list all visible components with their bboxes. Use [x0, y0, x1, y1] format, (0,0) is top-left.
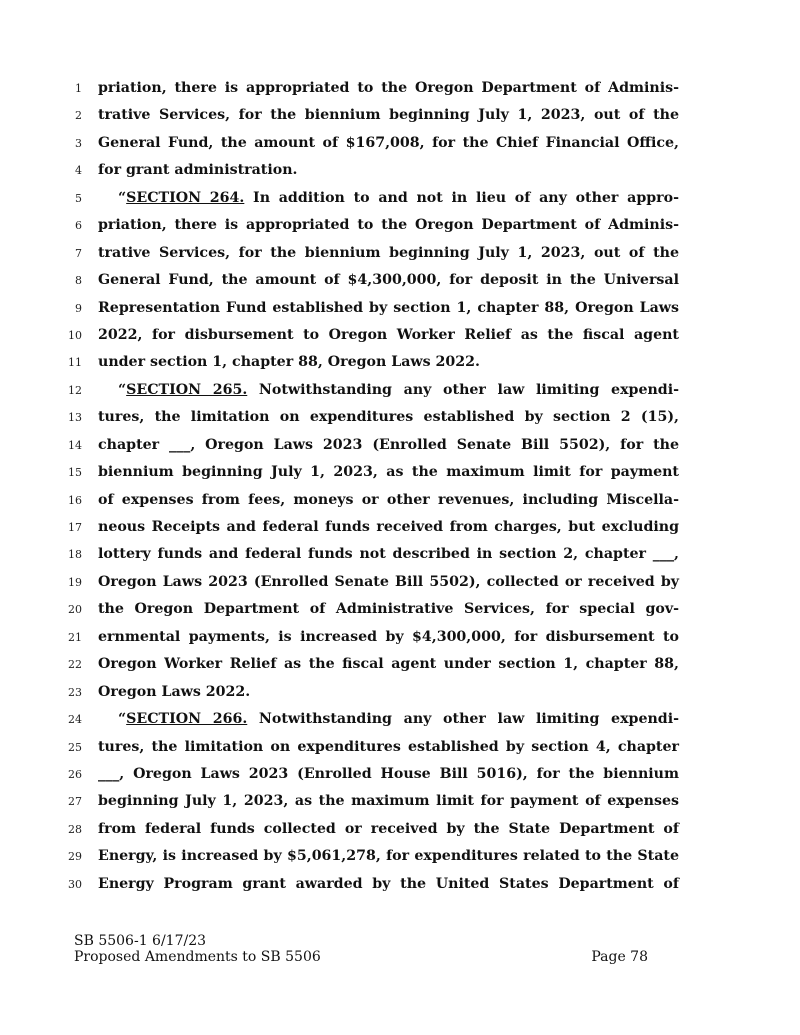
line-number: 15	[68, 466, 82, 480]
line-text	[98, 788, 679, 815]
document-line	[0, 322, 800, 349]
open-quote: “	[118, 711, 127, 728]
line-body: trative Services, for the biennium beginning July 1, 2023, out of the	[98, 244, 679, 261]
line-body: Notwithstanding any other law limiting expendi-	[247, 711, 679, 728]
line-number: 6	[75, 219, 82, 233]
line-text	[98, 459, 679, 486]
line-number: 1	[75, 82, 82, 95]
line-body: Oregon Worker Relief as the fiscal agent under section 1, chapter 88,	[98, 656, 679, 673]
line-text	[98, 295, 679, 322]
document-line	[0, 487, 800, 514]
line-text	[98, 569, 679, 596]
line-text	[118, 706, 679, 733]
line-number: 4	[75, 164, 82, 178]
line-number: 27	[68, 795, 82, 809]
document-line	[0, 404, 800, 431]
document-line	[0, 788, 800, 815]
line-number: 3	[75, 136, 82, 150]
line-body: under section 1, chapter 88, Oregon Laws 2022.	[98, 354, 480, 371]
line-text	[98, 322, 679, 349]
document-line	[0, 871, 800, 898]
line-body: beginning July 1, 2023, as the maximum limit for payment of expenses	[98, 793, 679, 810]
open-quote: “	[118, 381, 127, 398]
line-body: lottery funds and federal funds not described in section 2, chapter ___,	[98, 546, 679, 563]
document-line	[0, 514, 800, 541]
document-line	[0, 734, 800, 761]
line-text	[98, 624, 679, 651]
document-line	[0, 624, 800, 651]
document-line	[0, 843, 800, 870]
document-line	[0, 102, 800, 129]
line-number: 28	[68, 822, 82, 836]
line-text	[98, 75, 679, 102]
footer-row-title	[74, 949, 654, 965]
line-body: ___, Oregon Laws 2023 (Enrolled House Bill 5016), for the biennium	[98, 765, 679, 782]
line-text	[98, 761, 679, 788]
line-body: 2022, for disbursement to Oregon Worker Relief as the fiscal agent	[98, 326, 679, 343]
line-text	[98, 871, 679, 898]
open-quote: “	[118, 189, 127, 206]
document-line	[0, 706, 800, 733]
line-number: 5	[75, 191, 82, 205]
line-text	[98, 596, 679, 623]
line-body: tures, the limitation on expenditures established by section 4, chapter	[98, 738, 679, 755]
document-line	[0, 377, 800, 404]
document-line	[0, 267, 800, 294]
line-body: from federal funds collected or received by the State Department of	[98, 820, 679, 837]
document-body	[0, 75, 800, 898]
line-body: Energy Program grant awarded by the United States Department of	[98, 875, 679, 892]
document-line	[0, 596, 800, 623]
line-number: 19	[68, 575, 82, 589]
page-footer	[74, 933, 654, 965]
line-body: Oregon Laws 2022.	[98, 683, 251, 700]
line-number: 9	[75, 301, 82, 315]
line-body: for grant administration.	[98, 162, 298, 179]
line-text	[98, 267, 679, 294]
document-line	[0, 761, 800, 788]
line-body: ernmental payments, is increased by $4,300,000, for disbursement to	[98, 628, 679, 645]
document-line	[0, 459, 800, 486]
line-number: 18	[68, 548, 82, 562]
line-number: 25	[68, 740, 82, 754]
line-number: 7	[75, 246, 82, 260]
document-line	[0, 185, 800, 212]
document-line	[0, 816, 800, 843]
line-number: 30	[68, 877, 82, 891]
line-number: 8	[75, 274, 82, 288]
line-number: 14	[68, 438, 82, 452]
line-body: priation, there is appropriated to the Oregon Department of Adminis-	[98, 217, 679, 234]
line-number: 29	[68, 850, 82, 864]
line-number: 26	[68, 767, 82, 781]
document-line	[0, 130, 800, 157]
line-text	[118, 377, 679, 404]
line-number: 11	[68, 356, 82, 370]
line-body: Notwithstanding any other law limiting expendi-	[247, 381, 679, 398]
document-line	[0, 679, 800, 706]
line-number: 21	[68, 630, 82, 644]
line-text	[98, 130, 679, 157]
line-text	[98, 240, 679, 267]
line-body: tures, the limitation on expenditures established by section 2 (15),	[98, 409, 679, 426]
document-line	[0, 651, 800, 678]
document-line	[0, 349, 800, 376]
document-line	[0, 541, 800, 568]
line-number: 12	[68, 383, 82, 397]
line-number: 17	[68, 521, 82, 534]
line-text	[98, 734, 679, 761]
line-number: 16	[68, 493, 82, 507]
line-text	[98, 102, 679, 129]
document-line	[0, 157, 800, 184]
footer-title: Proposed Amendments to SB 5506	[74, 949, 321, 965]
line-number: 22	[68, 658, 82, 672]
line-number: 2	[75, 109, 82, 123]
line-body: General Fund, the amount of $167,008, for the Chief Financial Office,	[98, 134, 679, 151]
line-number: 20	[68, 603, 82, 617]
line-text	[98, 541, 679, 568]
line-text	[98, 157, 679, 184]
line-text	[98, 487, 679, 514]
document-line	[0, 212, 800, 239]
line-body: trative Services, for the biennium beginning July 1, 2023, out of the	[98, 107, 679, 124]
line-body: biennium beginning July 1, 2023, as the maximum limit for payment	[98, 464, 679, 481]
line-text	[98, 404, 679, 431]
line-text	[98, 651, 679, 678]
page-number: Page 78	[591, 949, 648, 965]
line-text	[98, 514, 679, 541]
document-line	[0, 432, 800, 459]
line-text	[98, 212, 679, 239]
section-heading: SECTION 265.	[126, 381, 248, 398]
line-body: neous Receipts and federal funds received from charges, but excluding	[98, 519, 679, 535]
line-body: chapter ___, Oregon Laws 2023 (Enrolled Senate Bill 5502), for the	[98, 436, 679, 453]
line-number: 13	[68, 411, 82, 425]
line-body: of expenses from fees, moneys or other revenues, including Miscella-	[98, 491, 679, 508]
line-text	[98, 816, 679, 843]
line-text	[118, 185, 679, 212]
footer-row-version	[74, 933, 654, 949]
document-line	[0, 240, 800, 267]
document-line	[0, 75, 800, 102]
line-body: Energy, is increased by $5,061,278, for expenditures related to the State	[98, 848, 679, 865]
line-body: the Oregon Department of Administrative Services, for special gov-	[98, 601, 679, 618]
section-heading: SECTION 266.	[126, 711, 248, 728]
line-body: priation, there is appropriated to the Oregon Department of Adminis-	[98, 80, 679, 96]
line-text	[98, 843, 679, 870]
line-text	[98, 432, 679, 459]
bill-version: SB 5506-1 6/17/23	[74, 933, 207, 949]
line-number: 24	[68, 713, 82, 727]
line-text	[98, 349, 679, 376]
line-number: 23	[68, 685, 82, 699]
document-line	[0, 295, 800, 322]
line-text	[98, 679, 679, 706]
section-heading: SECTION 264.	[126, 189, 245, 206]
line-body: Representation Fund established by section 1, chapter 88, Oregon Laws	[98, 299, 679, 316]
line-body: In addition to and not in lieu of any other appro-	[244, 189, 679, 206]
line-body: Oregon Laws 2023 (Enrolled Senate Bill 5502), collected or received by	[98, 573, 679, 590]
line-number: 10	[68, 328, 82, 342]
document-line	[0, 569, 800, 596]
line-body: General Fund, the amount of $4,300,000, for deposit in the Universal	[98, 272, 679, 289]
